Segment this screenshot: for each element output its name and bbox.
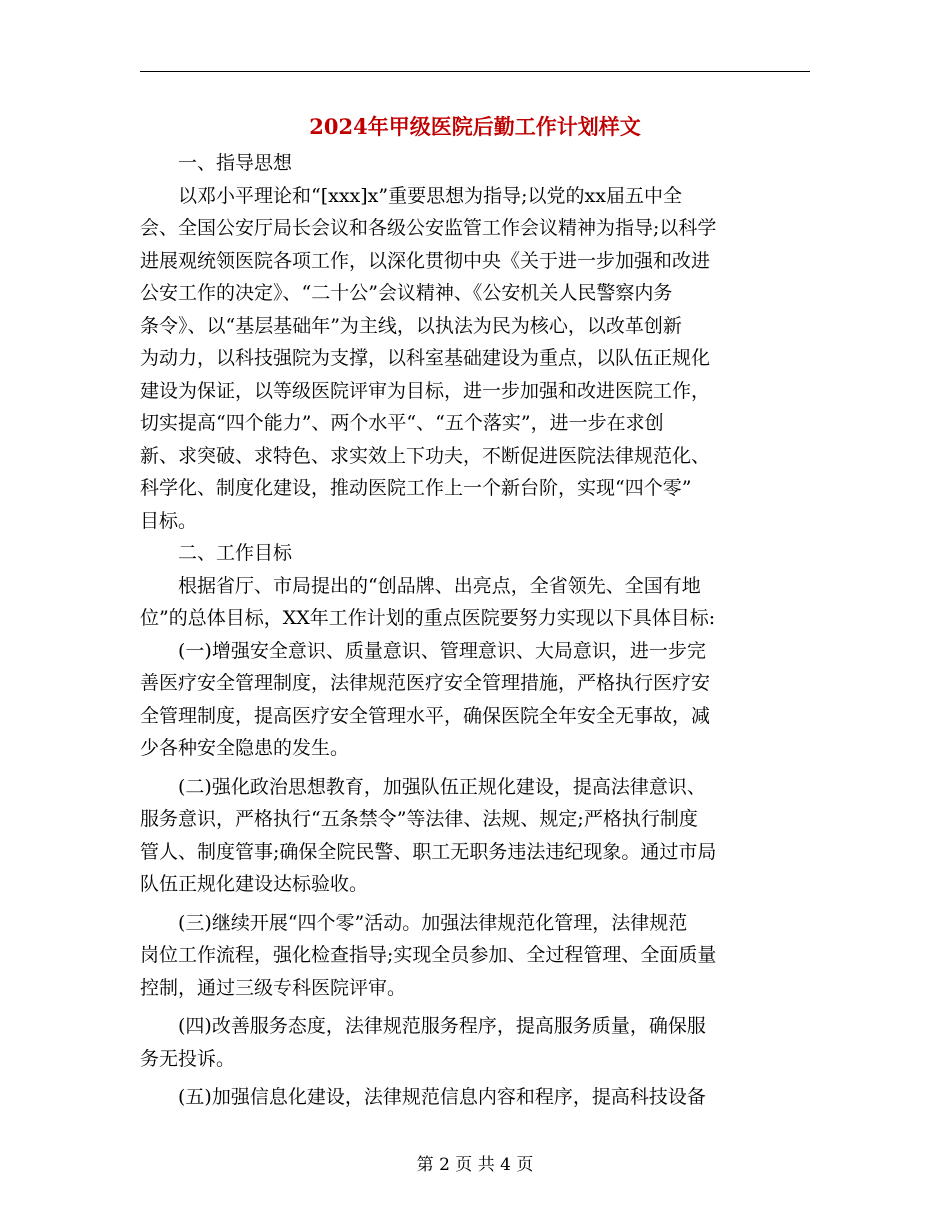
text-line: 少各种安全隐患的发生。 [140,737,350,759]
text-line: 科学化、制度化建设，推动医院工作上一个新台阶，实现“四个零” [140,477,692,499]
text-line: 控制，通过三级专科医院评审。 [140,976,407,999]
text-line: 公安工作的决定》、“二十公”会议精神、《公安机关人民警察内务 [140,282,673,304]
text-line: 全管理制度，提高医疗安全管理水平，确保医院全年安全无事故，减 [140,704,711,727]
text-line: 岗位工作流程，强化检查指导;实现全员参加、全过程管理、全面质量 [140,944,717,966]
text-line: 切实提高“四个能力”、两个水平“、“五个落实”，进一步在求创 [140,412,664,434]
text-line: 建设为保证，以等级医院评审为目标，进一步加强和改进医院工作， [140,379,711,402]
text-line: (四)改善服务态度，法律规范服务程序，提高服务质量，确保服 [178,1015,706,1037]
text-line: 为动力，以科技强院为支撑，以科室基础建设为重点，以队伍正规化 [140,347,711,369]
text-line: 条令》、以“基层基础年”为主线，以执法为民为核心，以改革创新 [140,314,682,337]
body-paragraph [140,771,810,901]
text-line: 管人、制度管事;确保全院民警、职工无职务违法违纪现象。通过市局 [140,840,717,863]
text-line: (五)加强信息化建设，法律规范信息内容和程序，提高科技设备 [178,1086,706,1108]
text-line: 进展观统领医院各项工作，以深化贯彻中央《关于进一步加强和改进 [140,249,711,272]
text-line: 会、全国公安厅局长会议和各级公安监管工作会议精神为指导;以科学 [140,217,717,239]
header-rule [140,71,810,72]
page-number-footer: 第 2 页 共 4 页 [416,1155,534,1175]
document-title: 2024年甲级医院后勤工作计划样文 [309,114,641,139]
body-paragraph [140,635,810,765]
body-paragraph [140,1081,810,1114]
text-line: 务无投诉。 [140,1047,236,1070]
text-line: (一)增强安全意识、质量意识、管理意识、大局意识，进一步完 [178,639,706,662]
text-line: 以邓小平理论和“[xxx]x”重要思想为指导;以党的xx届五中全 [178,184,682,207]
text-line: (三)继续开展“四个零”活动。加强法律规范化管理，法律规范 [178,911,688,934]
body-paragraph [140,907,810,1005]
text-line: 队伍正规化建设达标验收。 [140,873,369,895]
body-paragraph [140,180,810,538]
text-line: 善医疗安全管理制度，法律规范医疗安全管理措施，严格执行医疗安 [140,672,711,694]
section-heading: 二、工作目标 [178,542,293,564]
text-line: 根据省厅、市局提出的“创品牌、出亮点，全省领先、全国有地 [178,574,701,597]
text-line: 新、求突破、求特色、求实效上下功夫，不断促进医院法律规范化、 [140,444,711,467]
body-paragraph [140,1010,810,1075]
document-body [140,147,810,1114]
text-line: (二)强化政治思想教育，加强队伍正规化建设，提高法律意识、 [178,775,706,798]
body-paragraph [140,570,810,635]
section-heading: 一、指导思想 [178,152,293,174]
text-line: 目标。 [140,509,198,532]
text-line: 位”的总体目标，XX年工作计划的重点医院要努力实现以下具体目标: [140,607,716,629]
text-line: 服务意识，严格执行“五条禁令”等法律、法规、规定;严格执行制度 [140,808,698,830]
